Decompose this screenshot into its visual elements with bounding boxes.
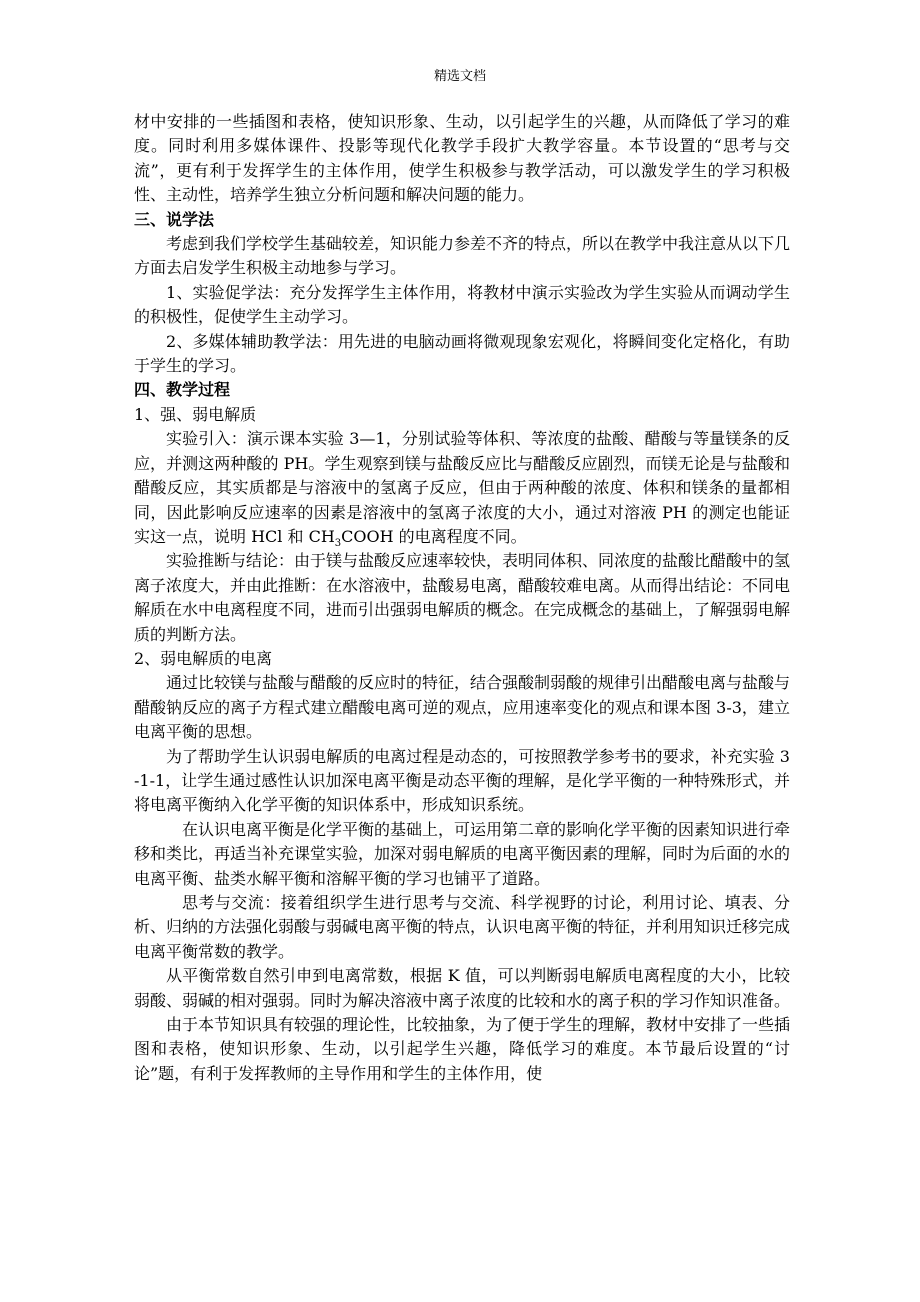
subsection-title: 1、强、弱电解质: [134, 404, 257, 424]
paragraph: 1、实验促学法：充分发挥学生主体作用，将教材中演示实验改为学生实验从而调动学生的积极性，促使学生主动学习。: [134, 282, 790, 327]
page-header: 精选文档: [433, 69, 486, 84]
paragraph: 在认识电离平衡是化学平衡的基础上，可运用第二章的影响化学平衡的因素知识进行牵移和类比，再适当补充课堂实验，加深对弱电解质的电离平衡因素的理解，同时为后面的水的电离平衡、盐类水解平衡和溶解平衡的学习也铺平了道路。: [134, 819, 791, 888]
paragraph: [134, 427, 790, 549]
paragraph: 通过比较镁与盐酸与醋酸的反应时的特征，结合强酸制弱酸的规律引出醋酸电离与盐酸与醋酸钠反应的离子方程式建立醋酸电离可逆的观点，应用速率变化的观点和课本图 3-3，建立电离平衡的思想。: [134, 673, 791, 742]
paragraph: 材中安排的一些插图和表格，使知识形象、生动，以引起学生的兴趣，从而降低了学习的难度。同时利用多媒体课件、投影等现代化教学手段扩大教学容量。本节设置的“思考与交流”，更有利于发挥学生的主体作用，使学生积极参与教学活动，可以激发学生的学习积极性、主动性，培养学生独立分析问题和解决问题的能力。: [134, 112, 790, 205]
paragraph-text: COOH 的电离程度不同。: [341, 526, 527, 546]
paragraph: 从平衡常数自然引申到电离常数，根据 K 值，可以判断弱电解质电离程度的大小，比较弱酸、弱碱的相对强弱。同时为解决溶液中离子浓度的比较和水的离子积的学习作知识准备。: [134, 966, 791, 1010]
paragraph: 为了帮助学生认识弱电解质的电离过程是动态的，可按照教学参考书的要求，补充实验 3-1-1，让学生通过感性认识加深电离平衡是动态平衡的理解，是化学平衡的一种特殊形式，并将电离平衡纳入化学平衡的知识体系中，形成知识系统。: [134, 746, 790, 815]
paragraph: 思考与交流：接着组织学生进行思考与交流、科学视野的讨论，利用讨论、填表、分析、归纳的方法强化弱酸与弱碱电离平衡的特点，认识电离平衡的特征，并利用知识迁移完成电离平衡常数的教学。: [134, 893, 791, 961]
paragraph: 由于本节知识具有较强的理论性，比较抽象，为了便于学生的理解，教材中安排了一些插图和表格，使知识形象、生动，以引起学生兴趣，降低学习的难度。本节最后设置的“讨论”题，有利于发挥教师的主导作用和学生的主体作用，使: [134, 1015, 791, 1083]
document-body: [134, 110, 790, 1086]
paragraph: 2、多媒体辅助教学法：用先进的电脑动画将微观现象宏观化，将瞬间变化定格化，有助于学生的学习。: [134, 331, 790, 376]
paragraph-text: 实验引入：演示课本实验 3—1，分别试验等体积、等浓度的盐酸、醋酸与等量镁条的反应，并测这两种酸的 PH。学生观察到镁与盐酸反应比与醋酸反应剧烈，而镁无论是与盐酸和醋酸反应，其实质都是与溶液中的氢离子反应，但由于两种酸的浓度、体积和镁条的量都相同，因此影响反应速率的因素是溶液中的氢离子浓度的大小，通过对溶液 PH 的测定也能证实这一点，说明 HCl 和 CH: [134, 429, 790, 546]
paragraph: 实验推断与结论：由于镁与盐酸反应速率较快，表明同体积、同浓度的盐酸比醋酸中的氢离子浓度大，并由此推断：在水溶液中，盐酸易电离，醋酸较难电离。从而得出结论：不同电解质在水中电离程度不同，进而引出强弱电解质的概念。在完成概念的基础上，了解强弱电解质的判断方法。: [134, 551, 791, 644]
section-heading-study-method: 三、说学法: [134, 209, 215, 229]
subsection-title: 2、弱电解质的电离: [134, 648, 273, 668]
paragraph: 考虑到我们学校学生基础较差，知识能力参差不齐的特点，所以在教学中我注意从以下几方面去启发学生积极主动地参与学习。: [134, 234, 791, 278]
subscript: 3: [334, 538, 342, 550]
section-heading-teaching-process: 四、教学过程: [134, 380, 231, 400]
